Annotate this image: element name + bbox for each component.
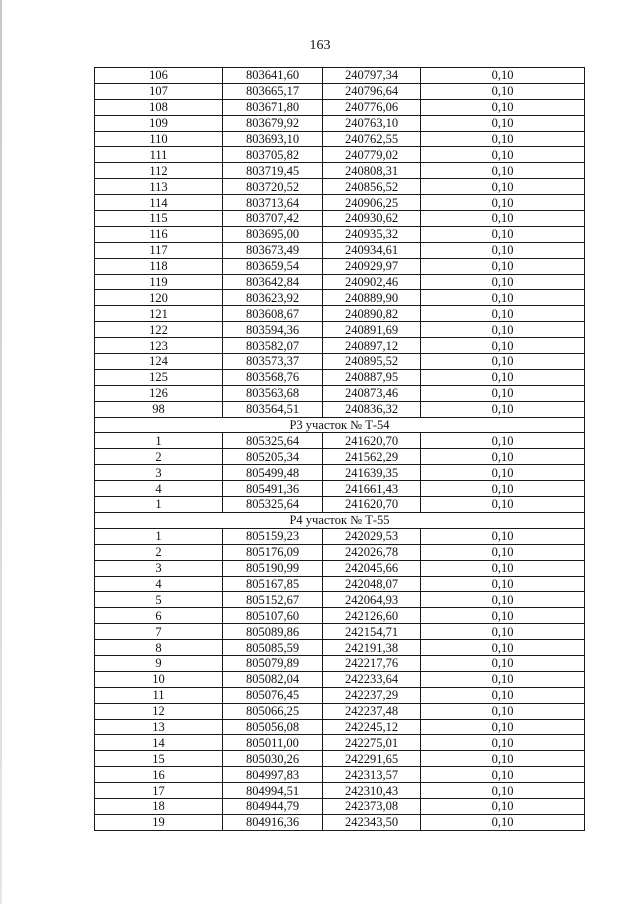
accuracy-cell: 0,10: [421, 99, 585, 115]
point-number-cell: 4: [95, 576, 223, 592]
point-number-cell: 118: [95, 258, 223, 274]
x-coordinate-cell: 803679,92: [223, 115, 323, 131]
x-coordinate-cell: 803719,45: [223, 163, 323, 179]
table-row: [95, 147, 585, 163]
x-coordinate-cell: 803671,80: [223, 99, 323, 115]
y-coordinate-cell: 240779,02: [323, 147, 421, 163]
table-row: [95, 703, 585, 719]
x-coordinate-cell: 805030,26: [223, 751, 323, 767]
accuracy-cell: 0,10: [421, 338, 585, 354]
y-coordinate-cell: 242233,64: [323, 671, 421, 687]
table-row: [95, 322, 585, 338]
y-coordinate-cell: 241620,70: [323, 497, 421, 513]
accuracy-cell: 0,10: [421, 814, 585, 830]
point-number-cell: 3: [95, 465, 223, 481]
accuracy-cell: 0,10: [421, 242, 585, 258]
accuracy-cell: 0,10: [421, 68, 585, 84]
accuracy-cell: 0,10: [421, 544, 585, 560]
accuracy-cell: 0,10: [421, 497, 585, 513]
y-coordinate-cell: 242373,08: [323, 798, 421, 814]
x-coordinate-cell: 805082,04: [223, 671, 323, 687]
y-coordinate-cell: 242237,29: [323, 687, 421, 703]
table-row: [95, 179, 585, 195]
y-coordinate-cell: 242237,48: [323, 703, 421, 719]
x-coordinate-cell: 804994,51: [223, 783, 323, 799]
point-number-cell: 7: [95, 624, 223, 640]
x-coordinate-cell: 805325,64: [223, 497, 323, 513]
table-row: [95, 131, 585, 147]
y-coordinate-cell: 240889,90: [323, 290, 421, 306]
x-coordinate-cell: 805176,09: [223, 544, 323, 560]
accuracy-cell: 0,10: [421, 798, 585, 814]
x-coordinate-cell: 803720,52: [223, 179, 323, 195]
point-number-cell: 12: [95, 703, 223, 719]
table-row: [95, 655, 585, 671]
page-number: 163: [309, 38, 331, 53]
x-coordinate-cell: 803564,51: [223, 401, 323, 417]
y-coordinate-cell: 240935,32: [323, 226, 421, 242]
x-coordinate-cell: 803623,92: [223, 290, 323, 306]
accuracy-cell: 0,10: [421, 671, 585, 687]
y-coordinate-cell: 240929,97: [323, 258, 421, 274]
accuracy-cell: 0,10: [421, 322, 585, 338]
x-coordinate-cell: 805056,08: [223, 719, 323, 735]
table-row: [95, 624, 585, 640]
x-coordinate-cell: 803594,36: [223, 322, 323, 338]
point-number-cell: 18: [95, 798, 223, 814]
point-number-cell: 117: [95, 242, 223, 258]
point-number-cell: 124: [95, 354, 223, 370]
table-row: [95, 767, 585, 783]
point-number-cell: 15: [95, 751, 223, 767]
y-coordinate-cell: 242313,57: [323, 767, 421, 783]
point-number-cell: 9: [95, 655, 223, 671]
x-coordinate-cell: 803665,17: [223, 83, 323, 99]
table-row: [95, 544, 585, 560]
y-coordinate-cell: 241661,43: [323, 481, 421, 497]
x-coordinate-cell: 803573,37: [223, 354, 323, 370]
table-row: [95, 783, 585, 799]
section-header-row: [95, 417, 585, 433]
y-coordinate-cell: 242291,65: [323, 751, 421, 767]
x-coordinate-cell: 805066,25: [223, 703, 323, 719]
y-coordinate-cell: 242217,76: [323, 655, 421, 671]
x-coordinate-cell: 803693,10: [223, 131, 323, 147]
table-row: [95, 274, 585, 290]
point-number-cell: 121: [95, 306, 223, 322]
y-coordinate-cell: 240873,46: [323, 385, 421, 401]
x-coordinate-cell: 803695,00: [223, 226, 323, 242]
point-number-cell: 109: [95, 115, 223, 131]
table-row: [95, 497, 585, 513]
accuracy-cell: 0,10: [421, 385, 585, 401]
table-row: [95, 719, 585, 735]
accuracy-cell: 0,10: [421, 258, 585, 274]
table-row: [95, 576, 585, 592]
point-number-cell: 119: [95, 274, 223, 290]
x-coordinate-cell: 803608,67: [223, 306, 323, 322]
accuracy-cell: 0,10: [421, 640, 585, 656]
table-row: [95, 306, 585, 322]
point-number-cell: 16: [95, 767, 223, 783]
y-coordinate-cell: 242126,60: [323, 608, 421, 624]
table-row: [95, 242, 585, 258]
table-row: [95, 671, 585, 687]
table-row: [95, 433, 585, 449]
point-number-cell: 13: [95, 719, 223, 735]
x-coordinate-cell: 805325,64: [223, 433, 323, 449]
x-coordinate-cell: 805152,67: [223, 592, 323, 608]
x-coordinate-cell: 803641,60: [223, 68, 323, 84]
table-row: [95, 481, 585, 497]
accuracy-cell: 0,10: [421, 751, 585, 767]
y-coordinate-cell: 240934,61: [323, 242, 421, 258]
point-number-cell: 1: [95, 528, 223, 544]
x-coordinate-cell: 805011,00: [223, 735, 323, 751]
accuracy-cell: 0,10: [421, 655, 585, 671]
accuracy-cell: 0,10: [421, 703, 585, 719]
table-row: [95, 687, 585, 703]
y-coordinate-cell: 240763,10: [323, 115, 421, 131]
accuracy-cell: 0,10: [421, 211, 585, 227]
point-number-cell: 10: [95, 671, 223, 687]
x-coordinate-cell: 803568,76: [223, 369, 323, 385]
y-coordinate-cell: 242343,50: [323, 814, 421, 830]
accuracy-cell: 0,10: [421, 735, 585, 751]
table-row: [95, 465, 585, 481]
table-row: [95, 449, 585, 465]
table-row: [95, 226, 585, 242]
accuracy-cell: 0,10: [421, 592, 585, 608]
accuracy-cell: 0,10: [421, 226, 585, 242]
y-coordinate-cell: 240895,52: [323, 354, 421, 370]
point-number-cell: 113: [95, 179, 223, 195]
accuracy-cell: 0,10: [421, 481, 585, 497]
point-number-cell: 110: [95, 131, 223, 147]
point-number-cell: 2: [95, 544, 223, 560]
accuracy-cell: 0,10: [421, 147, 585, 163]
y-coordinate-cell: 240887,95: [323, 369, 421, 385]
accuracy-cell: 0,10: [421, 528, 585, 544]
point-number-cell: 3: [95, 560, 223, 576]
y-coordinate-cell: 242154,71: [323, 624, 421, 640]
y-coordinate-cell: 242245,12: [323, 719, 421, 735]
point-number-cell: 115: [95, 211, 223, 227]
table-row: [95, 354, 585, 370]
table-row: [95, 528, 585, 544]
table-row: [95, 99, 585, 115]
y-coordinate-cell: 240797,34: [323, 68, 421, 84]
accuracy-cell: 0,10: [421, 274, 585, 290]
point-number-cell: 19: [95, 814, 223, 830]
table-row: [95, 258, 585, 274]
point-number-cell: 1: [95, 433, 223, 449]
x-coordinate-cell: 805491,36: [223, 481, 323, 497]
point-number-cell: 125: [95, 369, 223, 385]
table-row: [95, 290, 585, 306]
x-coordinate-cell: 803713,64: [223, 195, 323, 211]
x-coordinate-cell: 805205,34: [223, 449, 323, 465]
point-number-cell: 8: [95, 640, 223, 656]
point-number-cell: 111: [95, 147, 223, 163]
table-row: [95, 814, 585, 830]
accuracy-cell: 0,10: [421, 290, 585, 306]
accuracy-cell: 0,10: [421, 608, 585, 624]
point-number-cell: 4: [95, 481, 223, 497]
y-coordinate-cell: 240930,62: [323, 211, 421, 227]
x-coordinate-cell: 805159,23: [223, 528, 323, 544]
table-row: [95, 735, 585, 751]
x-coordinate-cell: 805085,59: [223, 640, 323, 656]
y-coordinate-cell: 240776,06: [323, 99, 421, 115]
accuracy-cell: 0,10: [421, 576, 585, 592]
accuracy-cell: 0,10: [421, 83, 585, 99]
accuracy-cell: 0,10: [421, 354, 585, 370]
point-number-cell: 114: [95, 195, 223, 211]
point-number-cell: 11: [95, 687, 223, 703]
y-coordinate-cell: 240891,69: [323, 322, 421, 338]
section-title: Р3 участок № Т-54: [95, 417, 585, 433]
accuracy-cell: 0,10: [421, 131, 585, 147]
point-number-cell: 2: [95, 449, 223, 465]
point-number-cell: 1: [95, 497, 223, 513]
y-coordinate-cell: 240856,52: [323, 179, 421, 195]
accuracy-cell: 0,10: [421, 560, 585, 576]
table-row: [95, 608, 585, 624]
y-coordinate-cell: 242064,93: [323, 592, 421, 608]
x-coordinate-cell: 804997,83: [223, 767, 323, 783]
scan-edge: [0, 0, 2, 904]
x-coordinate-cell: 804944,79: [223, 798, 323, 814]
y-coordinate-cell: 242048,07: [323, 576, 421, 592]
y-coordinate-cell: 242191,38: [323, 640, 421, 656]
accuracy-cell: 0,10: [421, 115, 585, 131]
accuracy-cell: 0,10: [421, 195, 585, 211]
table-row: [95, 798, 585, 814]
x-coordinate-cell: 803563,68: [223, 385, 323, 401]
point-number-cell: 98: [95, 401, 223, 417]
accuracy-cell: 0,10: [421, 719, 585, 735]
y-coordinate-cell: 242029,53: [323, 528, 421, 544]
point-number-cell: 123: [95, 338, 223, 354]
point-number-cell: 14: [95, 735, 223, 751]
point-number-cell: 116: [95, 226, 223, 242]
y-coordinate-cell: 241620,70: [323, 433, 421, 449]
x-coordinate-cell: 805499,48: [223, 465, 323, 481]
x-coordinate-cell: 805089,86: [223, 624, 323, 640]
accuracy-cell: 0,10: [421, 433, 585, 449]
accuracy-cell: 0,10: [421, 767, 585, 783]
x-coordinate-cell: 805079,89: [223, 655, 323, 671]
table-row: [95, 195, 585, 211]
y-coordinate-cell: 240902,46: [323, 274, 421, 290]
y-coordinate-cell: 242310,43: [323, 783, 421, 799]
x-coordinate-cell: 803705,82: [223, 147, 323, 163]
accuracy-cell: 0,10: [421, 163, 585, 179]
x-coordinate-cell: 803642,84: [223, 274, 323, 290]
accuracy-cell: 0,10: [421, 624, 585, 640]
x-coordinate-cell: 805076,45: [223, 687, 323, 703]
point-number-cell: 6: [95, 608, 223, 624]
x-coordinate-cell: 803582,07: [223, 338, 323, 354]
accuracy-cell: 0,10: [421, 369, 585, 385]
y-coordinate-cell: 241639,35: [323, 465, 421, 481]
y-coordinate-cell: 242275,01: [323, 735, 421, 751]
y-coordinate-cell: 240890,82: [323, 306, 421, 322]
table-row: [95, 560, 585, 576]
y-coordinate-cell: 241562,29: [323, 449, 421, 465]
accuracy-cell: 0,10: [421, 687, 585, 703]
table-row: [95, 68, 585, 84]
table-row: [95, 401, 585, 417]
table-row: [95, 338, 585, 354]
accuracy-cell: 0,10: [421, 306, 585, 322]
x-coordinate-cell: 805167,85: [223, 576, 323, 592]
x-coordinate-cell: 803707,42: [223, 211, 323, 227]
point-number-cell: 5: [95, 592, 223, 608]
y-coordinate-cell: 240906,25: [323, 195, 421, 211]
table-row: [95, 385, 585, 401]
y-coordinate-cell: 242026,78: [323, 544, 421, 560]
x-coordinate-cell: 804916,36: [223, 814, 323, 830]
point-number-cell: 126: [95, 385, 223, 401]
x-coordinate-cell: 803673,49: [223, 242, 323, 258]
table-row: [95, 211, 585, 227]
point-number-cell: 112: [95, 163, 223, 179]
accuracy-cell: 0,10: [421, 179, 585, 195]
y-coordinate-cell: 240836,32: [323, 401, 421, 417]
table-row: [95, 369, 585, 385]
table-row: [95, 115, 585, 131]
point-number-cell: 120: [95, 290, 223, 306]
y-coordinate-cell: 240808,31: [323, 163, 421, 179]
accuracy-cell: 0,10: [421, 401, 585, 417]
x-coordinate-cell: 805107,60: [223, 608, 323, 624]
table-row: [95, 163, 585, 179]
accuracy-cell: 0,10: [421, 783, 585, 799]
coordinates-table: [94, 67, 585, 831]
point-number-cell: 17: [95, 783, 223, 799]
y-coordinate-cell: 240796,64: [323, 83, 421, 99]
point-number-cell: 122: [95, 322, 223, 338]
point-number-cell: 107: [95, 83, 223, 99]
point-number-cell: 106: [95, 68, 223, 84]
x-coordinate-cell: 805190,99: [223, 560, 323, 576]
y-coordinate-cell: 240762,55: [323, 131, 421, 147]
table-row: [95, 640, 585, 656]
section-header-row: [95, 512, 585, 528]
coordinates-table-body: [95, 68, 585, 831]
section-title: Р4 участок № Т-55: [95, 512, 585, 528]
table-row: [95, 592, 585, 608]
accuracy-cell: 0,10: [421, 465, 585, 481]
table-row: [95, 751, 585, 767]
accuracy-cell: 0,10: [421, 449, 585, 465]
x-coordinate-cell: 803659,54: [223, 258, 323, 274]
point-number-cell: 108: [95, 99, 223, 115]
y-coordinate-cell: 242045,66: [323, 560, 421, 576]
table-row: [95, 83, 585, 99]
y-coordinate-cell: 240897,12: [323, 338, 421, 354]
